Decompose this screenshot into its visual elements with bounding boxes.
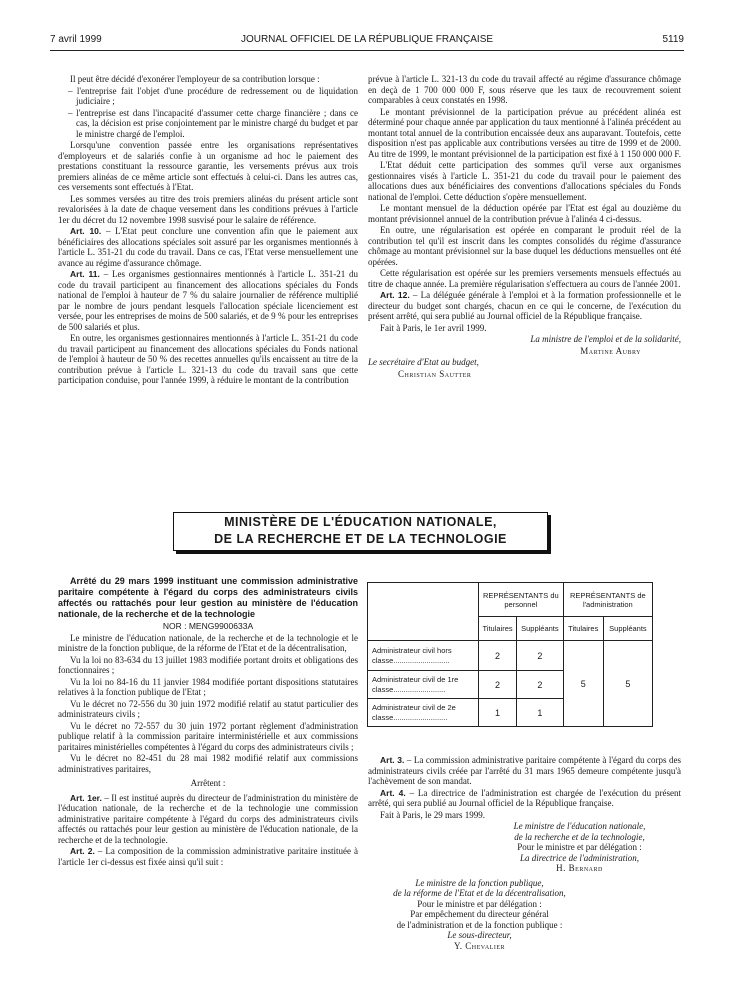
table-header: REPRÉSENTANTS du personnel	[479, 583, 564, 617]
signature-block-1	[478, 821, 681, 874]
paragraph: Vu la loi no 83-634 du 13 juillet 1983 modifiée portant droits et obligations des fonctionnaires ;	[58, 654, 358, 675]
signatory-name: Christian Sautter	[398, 368, 472, 379]
cell-titulaires: 1	[479, 699, 517, 727]
paragraph: Le montant mensuel de la déduction opérée par l'Etat est égal au douzième du montant prévisionnel annuel de la contribution prévue à l'alinéa 4 ci-dessus.	[368, 203, 681, 224]
cell-suppleants: 1	[517, 699, 564, 727]
article-2	[58, 846, 358, 867]
article-11	[58, 269, 358, 332]
article-label: Art. 11.	[70, 269, 100, 279]
article-1	[58, 793, 358, 846]
signing-place-date: Fait à Paris, le 29 mars 1999.	[380, 809, 485, 820]
article-4	[368, 788, 681, 809]
article-text: – Il est institué auprès du directeur de l'administration du ministère de l'éducation nationale, de la recherche et de la technologie une commission administrative paritaire compétente à l'égard du corps des administrateurs civils affectés ou rattachés pour leur gestion au ministère de l'éducation nationale, de la recherche et de la technologie.	[58, 792, 358, 845]
signatory-title: de la réforme de l'Etat et de la décentralisation,	[393, 888, 566, 898]
composition-table	[367, 582, 653, 727]
table-subheader: Suppléants	[603, 617, 652, 641]
row-label: Administrateur civil hors classe...........................	[368, 641, 479, 671]
article-text: – Les organismes gestionnaires mentionnés à l'article L. 351-21 du code du travail participent au financement des allocations spéciales du Fonds national de l'emploi à hauteur de 7 % du salaire journalier de référence multiplié par le nombre de jours pendant lesquels l'allocation spéciale licenciement est versée, pour les entreprises de moins de 500 salariés, et de 9 % pour les entreprises de 500 salariés et plus.	[58, 269, 358, 332]
table-subheader: Titulaires	[479, 617, 517, 641]
signatory-title: Le sous-directeur,	[447, 930, 512, 940]
table-corner	[368, 583, 479, 641]
cell-admin-titulaires: 5	[563, 641, 603, 727]
paragraph: Le montant prévisionnel de la participation prévue au précédent alinéa est déterminé pour chaque année par application du taux mentionné à l'alinéa précédent au montant total annuel de la contribution encaissée deux ans auparavant. Toutefois, cette disposition n'est pas applicable aux contributions versées au titre de 1999 et de 2000. Au titre de 1999, le montant prévisionnel de la participation est fixé à 1 150 000 000 F.	[368, 106, 681, 159]
list-item: – l'entreprise est dans l'incapacité d'assumer cette charge financière ; dans ce cas, la décision est prise conjointement par le ministre chargé du budget et par le ministre chargé de l'emploi.	[68, 107, 358, 139]
table-subheader: Suppléants	[517, 617, 564, 641]
article-text: – L'Etat peut conclure une convention afin que le paiement aux bénéficiaires des allocations spéciales soit assuré par les organismes mentionnés à l'article L. 351-21 du code du travail. Dans ce cas, l'Etat verse mensuellement une avance au régime d'assurance chômage.	[58, 226, 358, 268]
signatory-title: La directrice de l'administration,	[519, 852, 640, 863]
table-subheader: Titulaires	[563, 617, 603, 641]
row-label: Administrateur civil de 2e classe..........................	[368, 699, 479, 727]
ministry-banner	[173, 512, 548, 551]
paragraph: Vu la loi no 84-16 du 11 janvier 1984 modifiée portant dispositions statutaires relatives à la fonction publique de l'Etat ;	[58, 676, 358, 697]
article-label: Art. 10.	[70, 226, 102, 236]
delegation-line: Pour le ministre et par délégation :	[417, 898, 542, 909]
article-label: Art. 1er.	[70, 792, 102, 803]
delegation-line: Par empêchement du directeur général	[410, 909, 549, 919]
article-label: Art. 3.	[380, 755, 405, 765]
signatory-title: La ministre de l'emploi et de la solidarité,	[530, 334, 681, 344]
article-text: – La composition de la commission administrative paritaire instituée à l'article 1er ci-dessus est fixée ainsi qu'il suit :	[58, 846, 358, 867]
header-page-number: 5119	[662, 34, 684, 45]
paragraph: Il peut être décidé d'exonérer l'employeur de sa contribution lorsque :	[70, 74, 320, 84]
table-header: REPRÉSENTANTS de l'administration	[563, 583, 652, 617]
table-row	[368, 641, 653, 671]
article-label: Art. 12.	[380, 290, 410, 300]
cell-suppleants: 2	[517, 641, 564, 671]
article-text: – La déléguée générale à l'emploi et à la formation professionnelle et le directeur du budget sont chargés, chacun en ce qui le concerne, de l'exécution du présent arrêté, qui sera publié au Journal officiel de la République française.	[368, 290, 681, 321]
article-10	[58, 226, 358, 268]
cell-admin-suppleants: 5	[603, 641, 652, 727]
signatory-title: Le ministre de la fonction publique,	[415, 877, 544, 888]
nor-reference: NOR : MENG9900633A	[162, 621, 254, 631]
page-header	[50, 34, 684, 48]
right-column-top	[368, 74, 681, 380]
right-column-bottom	[368, 755, 681, 951]
cell-titulaires: 2	[479, 671, 517, 699]
article-label: Art. 4.	[380, 787, 406, 798]
list-item: – l'entreprise fait l'objet d'une procédure de redressement ou de liquidation judiciaire ;	[68, 85, 358, 106]
cell-titulaires: 2	[479, 641, 517, 671]
signature-block-2	[368, 878, 591, 952]
row-label: Administrateur civil de 1re classe.........................	[368, 671, 479, 699]
signatory-title: Le ministre de l'éducation nationale,	[513, 821, 646, 831]
paragraph: Lorsqu'une convention passée entre les organisations représentatives d'employeurs et de salariés confie à un organisme ad hoc le paiement des prestations constituant la ressource garantie, les versements prévus aux trois premiers alinéas de ce même article sont effectués à celui-ci. Dans les autres cas, ces versements sont effectués à l'Etat.	[58, 140, 358, 192]
paragraph: En outre, les organismes gestionnaires mentionnés à l'article L. 351-21 du code du travail participent au financement des allocations spéciales du Fonds national de l'emploi à hauteur de 50 % des recettes annuelles qu'ils encaissent au titre de la contribution prévue à l'article L. 321-13 du code du travail sans que cette participation conduise, pour l'année 1999, à réduire le montant de la contribution	[58, 333, 358, 385]
signatory-name: H. Bernard	[556, 863, 603, 873]
article-12	[368, 290, 681, 322]
signatory-name: Martine Aubry	[580, 345, 641, 356]
banner-line: DE LA RECHERCHE ET DE LA TECHNOLOGIE	[214, 532, 507, 546]
signatory-title: de la recherche et de la technologie,	[514, 831, 645, 842]
banner-line: MINISTÈRE DE L'ÉDUCATION NATIONALE,	[224, 515, 497, 529]
header-journal-title: JOURNAL OFFICIEL DE LA RÉPUBLIQUE FRANÇAISE	[240, 34, 494, 45]
paragraph: prévue à l'article L. 321-13 du code du travail affecté au régime d'assurance chômage en deçà de 1 700 000 000 F, sous réserve que les taux de recouvrement soient comparables à ceux constatés en 1998.	[368, 74, 681, 105]
left-column-top	[58, 74, 358, 387]
article-3	[368, 755, 681, 787]
paragraph: Vu le décret no 72-556 du 30 juin 1972 modifié relatif au statut particulier des administrateurs civils ;	[58, 698, 358, 719]
paragraph: Vu le décret no 72-557 du 30 juin 1972 portant règlement d'administration publique relatif à la commission paritaire interministérielle et aux commissions paritaires ministérielles compétentes à l'égard du corps des administrateurs civils ;	[58, 720, 358, 752]
article-text: – La commission administrative paritaire compétente à l'égard du corps des administrateurs civils créée par l'arrêté du 31 mars 1965 demeure compétente jusqu'à l'achèvement de son mandat.	[368, 755, 681, 786]
paragraph: En outre, une régularisation est opérée en comparant le produit réel de la contribution tel qu'il est inscrit dans les comptes consolidés du régime d'assurance chômage au montant prévisionnel sur la base duquel les déductions mensuelles ont été opérées.	[368, 225, 681, 267]
paragraph: L'Etat déduit cette participation des sommes qu'il verse aux organismes gestionnaires visés à l'article L. 351-21 du code du travail pour le paiement des allocations dues aux bénéficiaires des conventions d'allocations spéciales du Fonds national de l'emploi. Cette déduction s'opère mensuellement.	[368, 160, 681, 202]
paragraph: Vu le décret no 82-451 du 28 mai 1982 modifié relatif aux commissions administratives paritaires,	[58, 753, 358, 774]
paragraph: Les sommes versées au titre des trois premiers alinéas du présent article sont revalorisées à la date de chaque versement dans les conditions prévues à l'article 1er du décret du 12 novembre 1998 susvisé pour le salaire de référence.	[58, 193, 358, 225]
header-date: 7 avril 1999	[50, 34, 102, 45]
delegation-line: Pour le ministre et par délégation :	[517, 842, 642, 852]
paragraph: Cette régularisation est opérée sur les premiers versements mensuels effectués au titre de chaque année. La première régularisation s'effectuera au cours de l'année 2001.	[368, 268, 681, 289]
signatory-title: Le secrétaire d'Etat au budget,	[368, 357, 479, 367]
decree-title: Arrêté du 29 mars 1999 instituant une commission administrative paritaire compétente à l'égard du corps des administrateurs civils affectés ou rattachés pour leur gestion au ministère de l'éducation nationale, de la recherche et de la technologie	[58, 576, 358, 619]
cell-suppleants: 2	[517, 671, 564, 699]
signing-place-date: Fait à Paris, le 1er avril 1999.	[380, 322, 487, 333]
left-column-bottom	[58, 576, 358, 868]
article-text: – La directrice de l'administration est chargée de l'exécution du présent arrêté, qui sera publié au Journal officiel de la République française.	[368, 787, 681, 808]
delegation-line: de l'administration et de la fonction publique :	[396, 919, 563, 930]
signatory-name: Y. Chevalier	[453, 940, 506, 951]
header-rule	[50, 50, 684, 51]
paragraph: Le ministre de l'éducation nationale, de la recherche et de la technologie et le ministre de la fonction publique, de la réforme de l'Etat et de la décentralisation,	[58, 632, 358, 653]
arretent-heading: Arrêtent :	[190, 778, 226, 788]
article-label: Art. 2.	[70, 846, 95, 856]
